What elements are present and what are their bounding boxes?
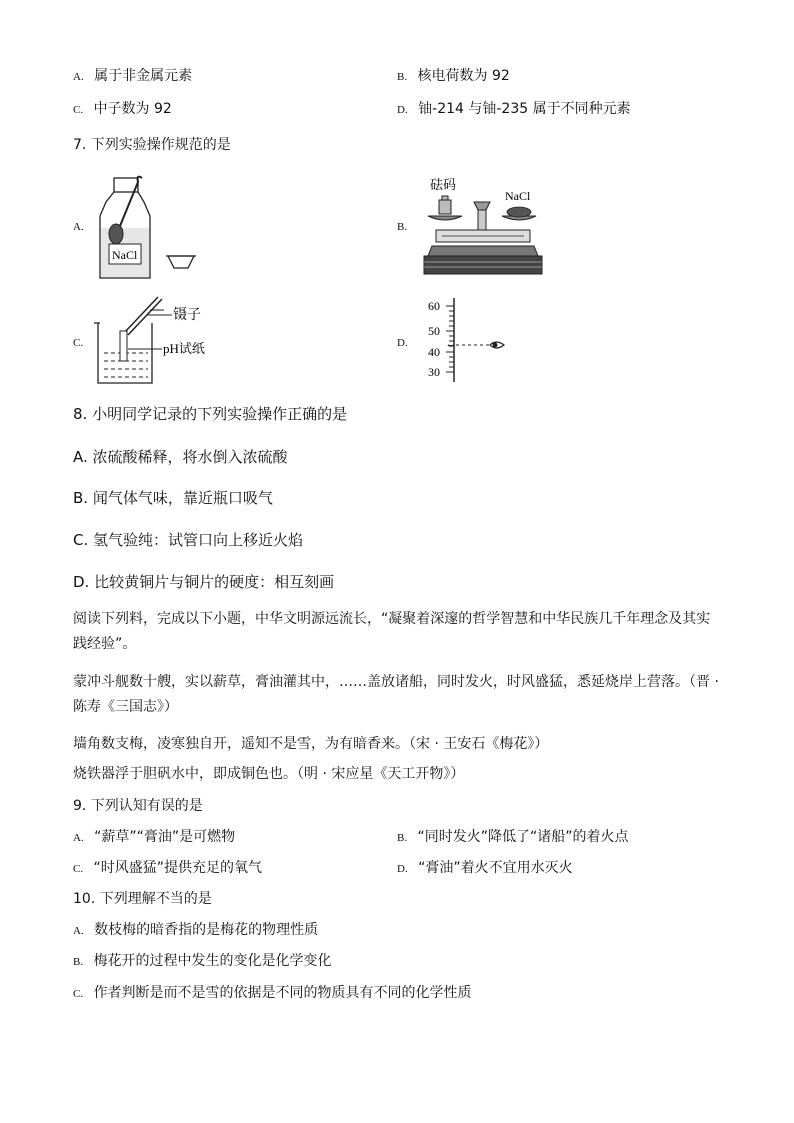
option-text: “时风盛猛”提供充足的氧气 [93,860,263,876]
weights-label: 砝码 [430,177,457,192]
q6-option-d [397,100,631,119]
cylinder-figure [420,296,512,384]
q10-option-c [73,984,472,1003]
balance-nacl-label: NaCl [505,189,531,203]
option-letter: A. [73,71,84,83]
option-letter: B. [397,832,408,844]
reagent-bottle-figure [92,172,204,284]
balance-base [428,246,538,256]
q10-stem: 10. 下列理解不当的是 [73,891,212,907]
option-letter: C. [73,988,84,1000]
q8-option-d: D. 比较黄铜片与铜片的硬度：相互刻画 [73,573,335,591]
scale-label-60: 60 [428,299,440,313]
option-letter: D. [397,863,408,875]
scale-label-40: 40 [428,345,440,359]
q10-option-a [73,921,318,940]
balance-figure [418,172,543,280]
option-text: 中子数为 92 [93,101,172,117]
spoon-handle [120,177,142,226]
q7-option-c-letter: C. [73,337,84,349]
q7-option-a-letter: A. [73,221,84,233]
q7-stem: 7. 下列实验操作规范的是 [73,137,231,153]
option-text: 铀-214 与铀-235 属于不同种元素 [418,101,631,117]
reading-passage-2: 墙角数支梅，凌寒独自开，遥知不是雪，为有暗香来。（宋 · 王安石《梅花》） [73,736,549,752]
q6-option-b [397,67,510,86]
weight [439,200,451,214]
option-letter: A. [73,925,84,937]
scale-label-30: 30 [428,365,440,379]
bottle-label-text: NaCl [112,248,138,262]
q6-option-c [73,100,172,119]
option-letter: B. [397,71,408,83]
q7-option-d-letter: D. [397,337,408,349]
option-text: 核电荷数为 92 [417,68,510,84]
q8-option-c: C. 氢气验纯：试管口向上移近火焰 [73,531,304,549]
ph-test-figure [92,293,237,388]
q9-option-c [73,859,262,878]
q9-option-b [397,828,629,847]
q9-stem: 9. 下列认知有误的是 [73,798,203,814]
option-letter: D. [397,104,408,116]
q9-option-d [397,859,573,878]
reading-passage-1: 蒙冲斗舰数十艘，实以薪草，膏油灌其中，……盖放诸船，同时发火，时风盛猛，悉延烧岸上营落。（晋 · 陈寿《三国志》） [73,674,719,715]
option-letter: C. [73,104,84,116]
spoon-bowl [109,224,123,244]
reading-passage-3: 烧铁器浮于胆矾水中，即成铜色也。（明 · 宋应星《天工开物》） [73,766,465,782]
meniscus [448,345,454,346]
ph-paper [120,331,127,361]
eye-icon [490,342,504,348]
option-letter: B. [73,956,84,968]
q9-option-a [73,828,235,847]
tweezers-label: 镊子 [173,308,201,323]
q7-option-b-letter: B. [397,221,408,233]
scale-label-50: 50 [428,324,440,338]
option-text: “同时发火”降低了“诸船”的着火点 [417,829,629,845]
q8-option-a: A. 浓硫酸稀释，将水倒入浓硫酸 [73,448,288,466]
reading-intro: 阅读下列料，完成以下小题，中华文明源远流长，“凝聚着深邃的哲学智慧和中华民族几千年理念及其实践经验”。 [73,611,711,652]
scale-ticks [446,306,454,372]
option-text: 数枝梅的暗香指的是梅花的物理性质 [94,922,319,938]
q6-option-a [73,67,192,86]
option-text: 梅花开的过程中发生的变化是化学变化 [93,953,332,969]
q8-stem: 8. 小明同学记录的下列实验操作正确的是 [73,405,348,423]
option-letter: C. [73,863,84,875]
q10-option-b [73,952,332,971]
left-pan [428,216,462,220]
option-text: “膏油”着火不宜用水灭火 [418,860,573,876]
salt-pile [507,207,531,217]
option-text: “薪草”“膏油”是可燃物 [94,829,236,845]
option-letter: A. [73,832,84,844]
dish [168,256,194,268]
q8-option-b: B. 闻气体气味，靠近瓶口吸气 [73,489,273,507]
option-text: 作者判断是而不是雪的依据是不同的物质具有不同的化学性质 [93,985,472,1001]
option-text: 属于非金属元素 [94,68,193,84]
ph-paper-label: pH试纸 [163,341,205,356]
